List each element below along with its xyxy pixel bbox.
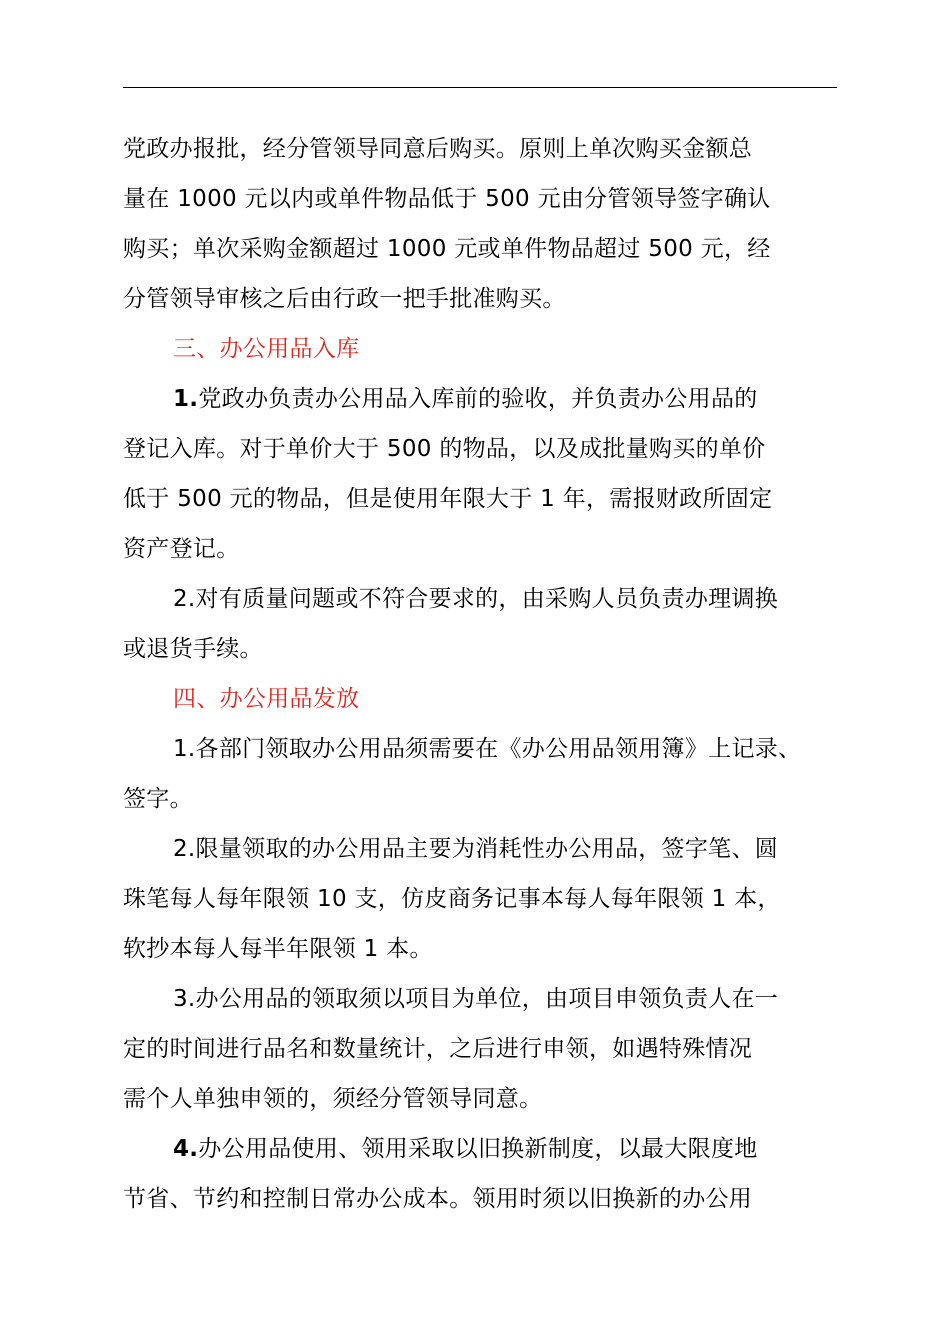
text-line: 登记入库。对于单价大于 500 的物品，以及成批量购买的单价 (123, 436, 766, 462)
paragraph-purchase (123, 124, 837, 324)
section-3-item-2 (123, 574, 837, 674)
item-number: 4. (173, 1136, 199, 1162)
text-line: 购买；单次采购金额超过 1000 元或单件物品超过 500 元，经 (123, 236, 771, 262)
text-line: 1.各部门领取办公用品须需要在《办公用品领用簿》上记录、 (173, 736, 802, 762)
text-line (123, 1124, 837, 1174)
section-3-heading: 三、办公用品入库 (173, 336, 360, 362)
text-line (123, 374, 837, 424)
text-line: 量在 1000 元以内或单件物品低于 500 元由分管领导签字确认 (123, 186, 771, 212)
document-body (123, 124, 837, 1224)
text-line: 节省、节约和控制日常办公成本。领用时须以旧换新的办公用 (123, 1186, 753, 1212)
section-3-item-1 (123, 374, 837, 574)
section-4-item-2 (123, 824, 837, 974)
text-line: 签字。 (123, 786, 193, 812)
text-line: 党政办报批，经分管领导同意后购买。原则上单次购买金额总 (123, 136, 753, 162)
text-line: 珠笔每人每年限领 10 支，仿皮商务记事本每人每年限领 1 本， (123, 886, 781, 912)
item-text: 党政办负责办公用品入库前的验收，并负责办公用品的 (198, 386, 758, 412)
text-line: 软抄本每人每半年限领 1 本。 (123, 936, 433, 962)
text-line: 分管领导审核之后由行政一把手批准购买。 (123, 286, 566, 312)
text-line: 3.办公用品的领取须以项目为单位，由项目申领负责人在一 (173, 986, 779, 1012)
text-line: 2.限量领取的办公用品主要为消耗性办公用品，签字笔、圆 (173, 836, 779, 862)
item-text: 办公用品使用、领用采取以旧换新制度，以最大限度地 (198, 1136, 758, 1162)
text-line: 定的时间进行品名和数量统计，之后进行申领，如遇特殊情况 (123, 1036, 753, 1062)
item-number: 1. (173, 386, 199, 412)
text-line: 需个人单独申领的，须经分管领导同意。 (123, 1086, 543, 1112)
section-4-item-1 (123, 724, 837, 824)
section-4-item-3 (123, 974, 837, 1124)
text-line: 低于 500 元的物品，但是使用年限大于 1 年，需报财政所固定 (123, 486, 773, 512)
section-4-heading: 四、办公用品发放 (173, 686, 360, 712)
text-line: 2.对有质量问题或不符合要求的，由采购人员负责办理调换 (173, 586, 779, 612)
text-line: 或退货手续。 (123, 636, 263, 662)
text-line: 资产登记。 (123, 536, 240, 562)
section-4-item-4 (123, 1124, 837, 1224)
header-rule (123, 87, 837, 88)
